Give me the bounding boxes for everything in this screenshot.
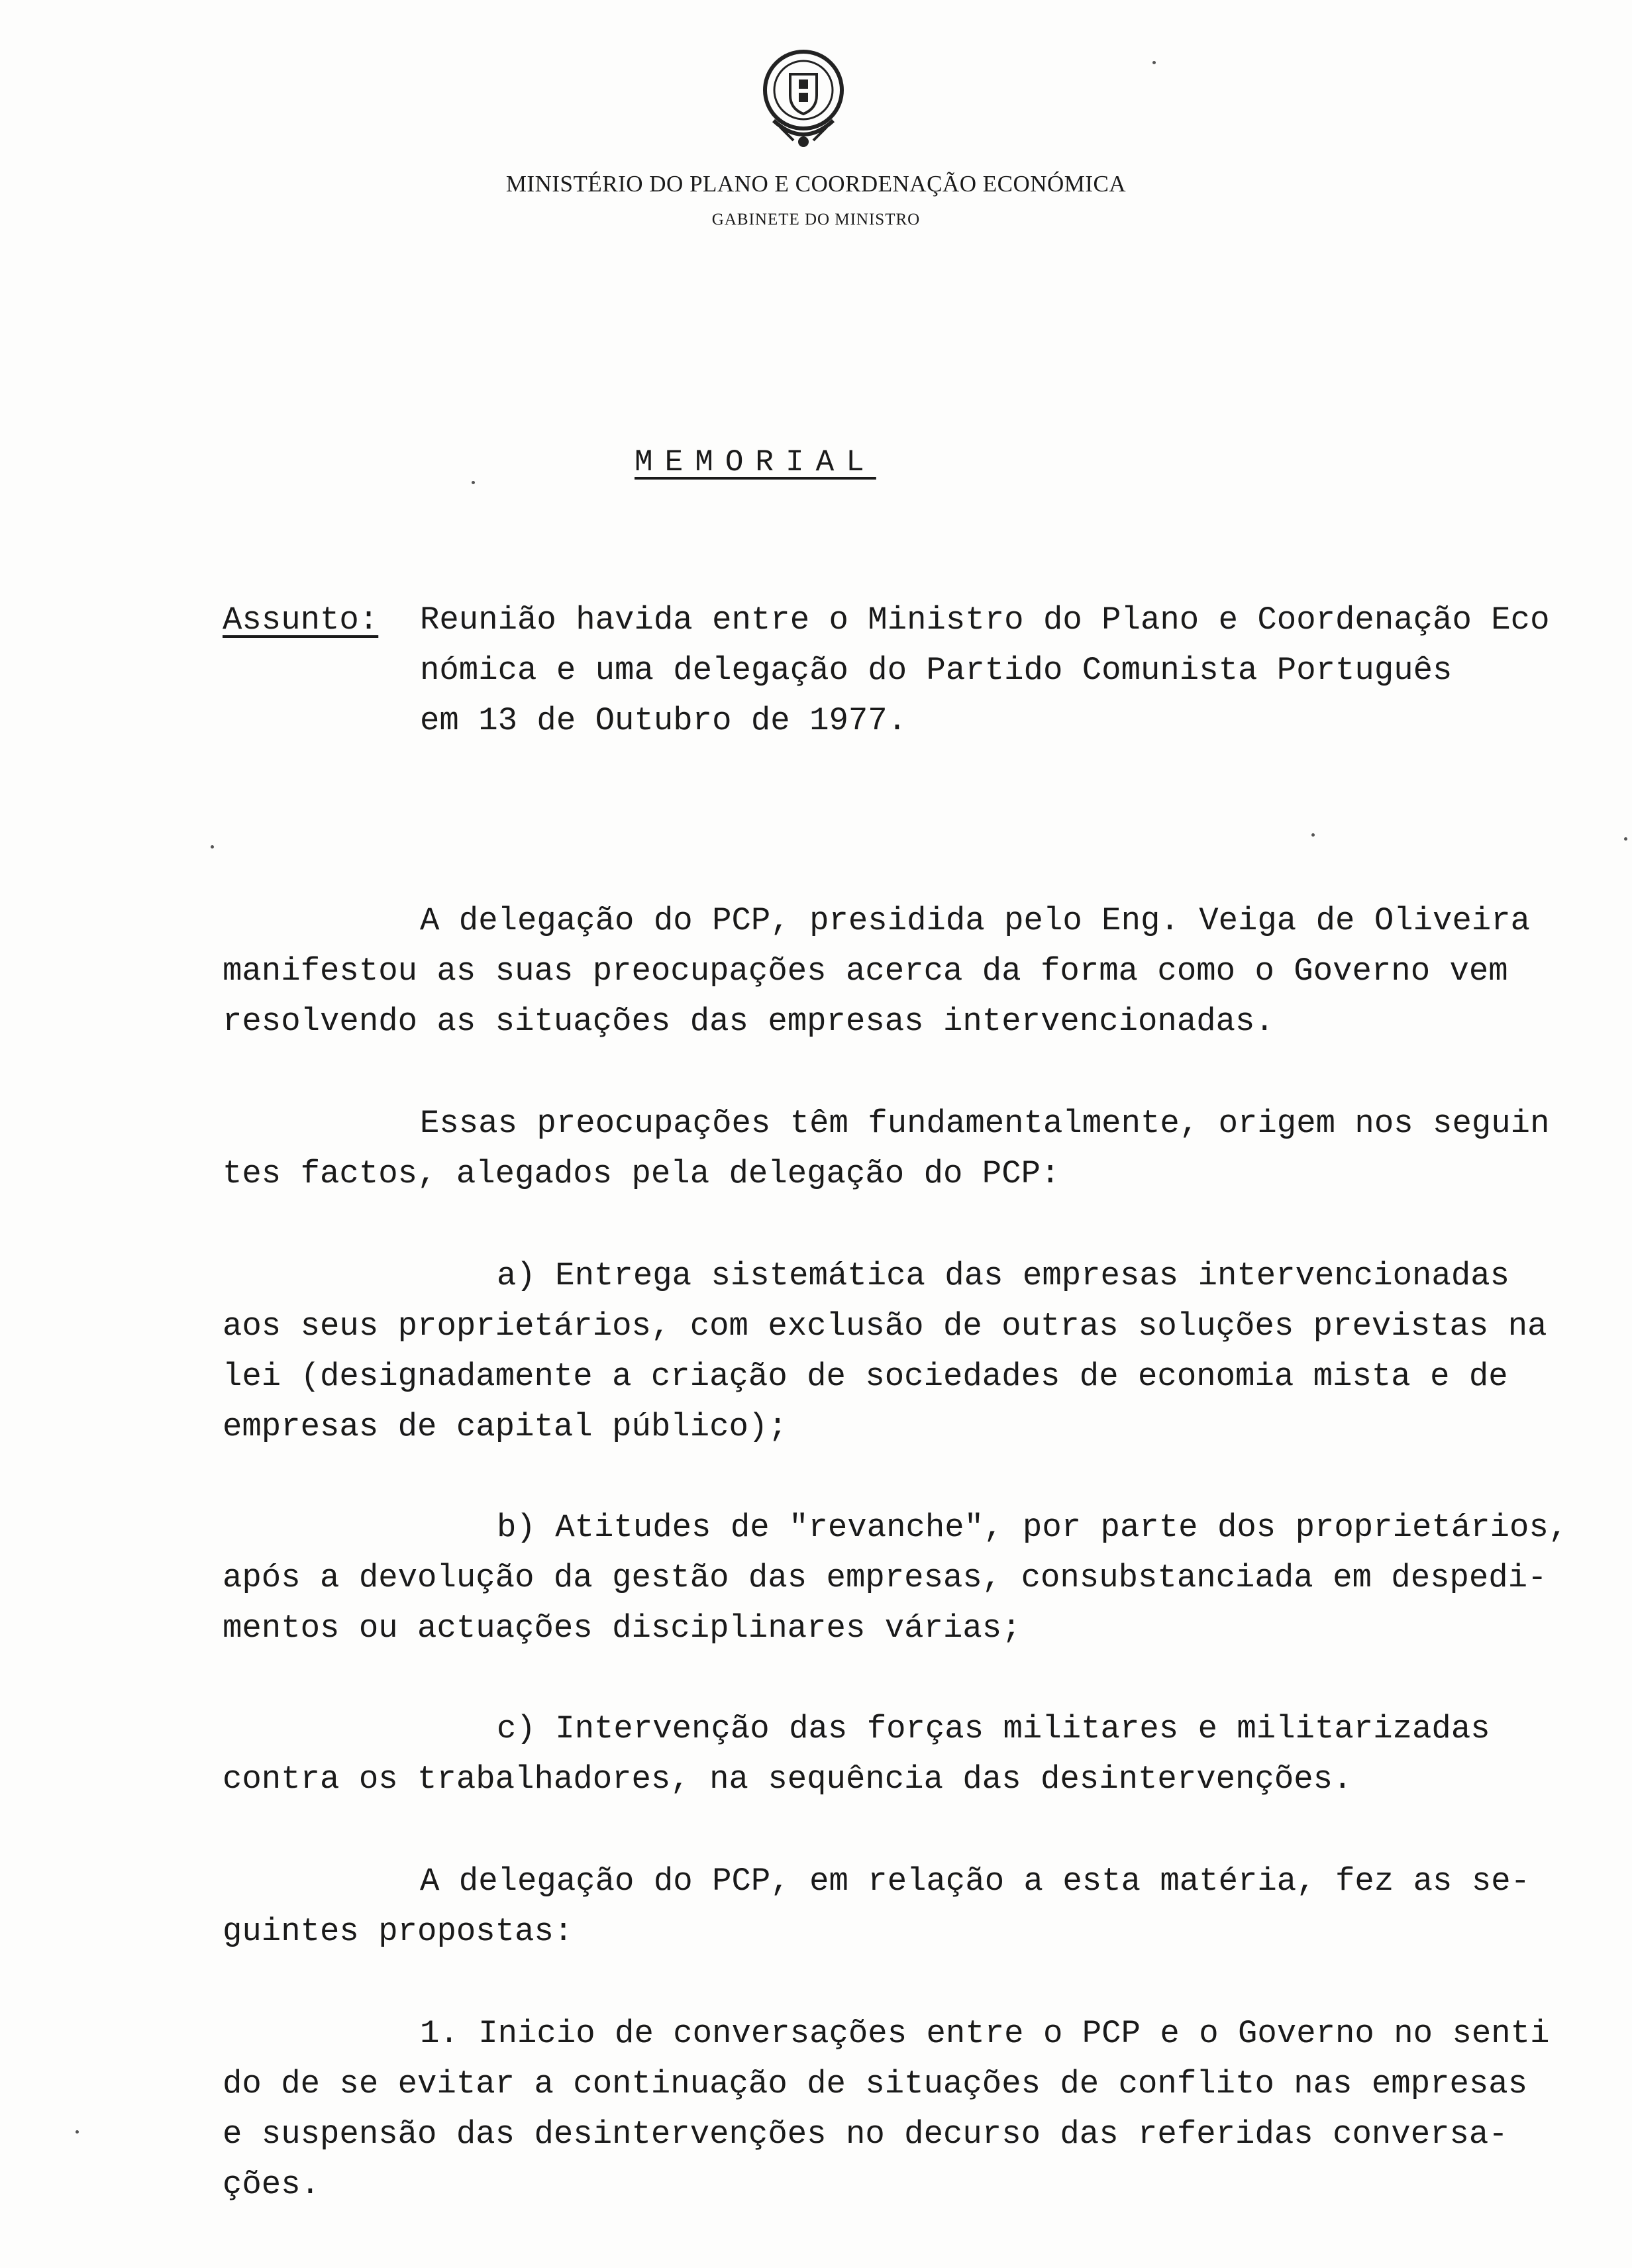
paragraph-intro xyxy=(223,896,1530,1047)
scan-speck xyxy=(211,845,214,849)
item-a xyxy=(223,1251,1547,1452)
paragraph-line: A delegação do PCP, presidida pelo Eng. Veiga de Oliveira xyxy=(420,902,1531,939)
subject-line: em 13 de Outubro de 1977. xyxy=(420,702,907,739)
paragraph-proposals xyxy=(223,1856,1530,1957)
paragraph-line: lei (designadamente a criação de sociedades de economia mista e de xyxy=(223,1358,1508,1395)
paragraph-line: contra os trabalhadores, na sequência das desintervenções. xyxy=(223,1761,1352,1798)
coat-of-arms-seal xyxy=(754,42,853,155)
proposal-1 xyxy=(223,2008,1549,2210)
paragraph-line: após a devolução da gestão das empresas, consubstanciada em despedi- xyxy=(223,1559,1547,1596)
paragraph-line: A delegação do PCP, em relação a esta matéria, fez as se- xyxy=(420,1863,1531,1900)
paragraph-line: do de se evitar a continuação de situações de conflito nas empresas xyxy=(223,2065,1528,2102)
paragraph-line: guintes propostas: xyxy=(223,1913,574,1950)
ministry-name: MINISTÉRIO DO PLANO E COORDENAÇÃO ECONÓMICA xyxy=(505,171,1127,197)
paragraph-line: 1. Inicio de conversações entre o PCP e o Governo no senti xyxy=(420,2015,1550,2052)
paragraph-line: b) Atitudes de "revanche", por parte dos proprietários, xyxy=(497,1509,1568,1546)
item-b xyxy=(223,1502,1568,1653)
subject-text xyxy=(420,595,1549,746)
paragraph-line: empresas de capital público); xyxy=(223,1408,788,1445)
paragraph-line: resolvendo as situações das empresas intervencionadas. xyxy=(223,1003,1274,1040)
paragraph-line: Essas preocupações têm fundamentalmente, origem nos seguin xyxy=(420,1105,1550,1142)
paragraph-line: manifestou as suas preocupações acerca da forma como o Governo vem xyxy=(223,953,1508,990)
scan-speck xyxy=(472,481,475,484)
paragraph-line: e suspensão das desintervenções no decurso das referidas conversa- xyxy=(223,2116,1508,2153)
subject-line: nómica e uma delegação do Partido Comunista Português xyxy=(420,652,1453,689)
scan-speck xyxy=(76,2130,79,2134)
item-c xyxy=(223,1704,1490,1804)
subject-line: Reunião havida entre o Ministro do Plano e Coordenação Eco xyxy=(420,601,1550,639)
scan-speck xyxy=(1311,833,1315,837)
paragraph-line: c) Intervenção das forças militares e militarizadas xyxy=(497,1710,1490,1747)
paragraph-line: aos seus proprietários, com exclusão de outras soluções previstas na xyxy=(223,1308,1547,1345)
paragraph-line: a) Entrega sistemática das empresas intervencionadas xyxy=(497,1257,1510,1294)
office-name: GABINETE DO MINISTRO xyxy=(711,211,921,229)
paragraph-line: ções. xyxy=(223,2166,321,2203)
paragraph-line: mentos ou actuações disciplinares várias; xyxy=(223,1610,1021,1647)
subject-label: Assunto: xyxy=(223,601,379,639)
paragraph-concerns xyxy=(223,1098,1549,1199)
scan-speck xyxy=(1152,61,1156,64)
document-title: MEMORIAL xyxy=(635,445,876,480)
scan-speck xyxy=(1624,837,1627,841)
paragraph-line: tes factos, alegados pela delegação do PCP: xyxy=(223,1155,1060,1192)
